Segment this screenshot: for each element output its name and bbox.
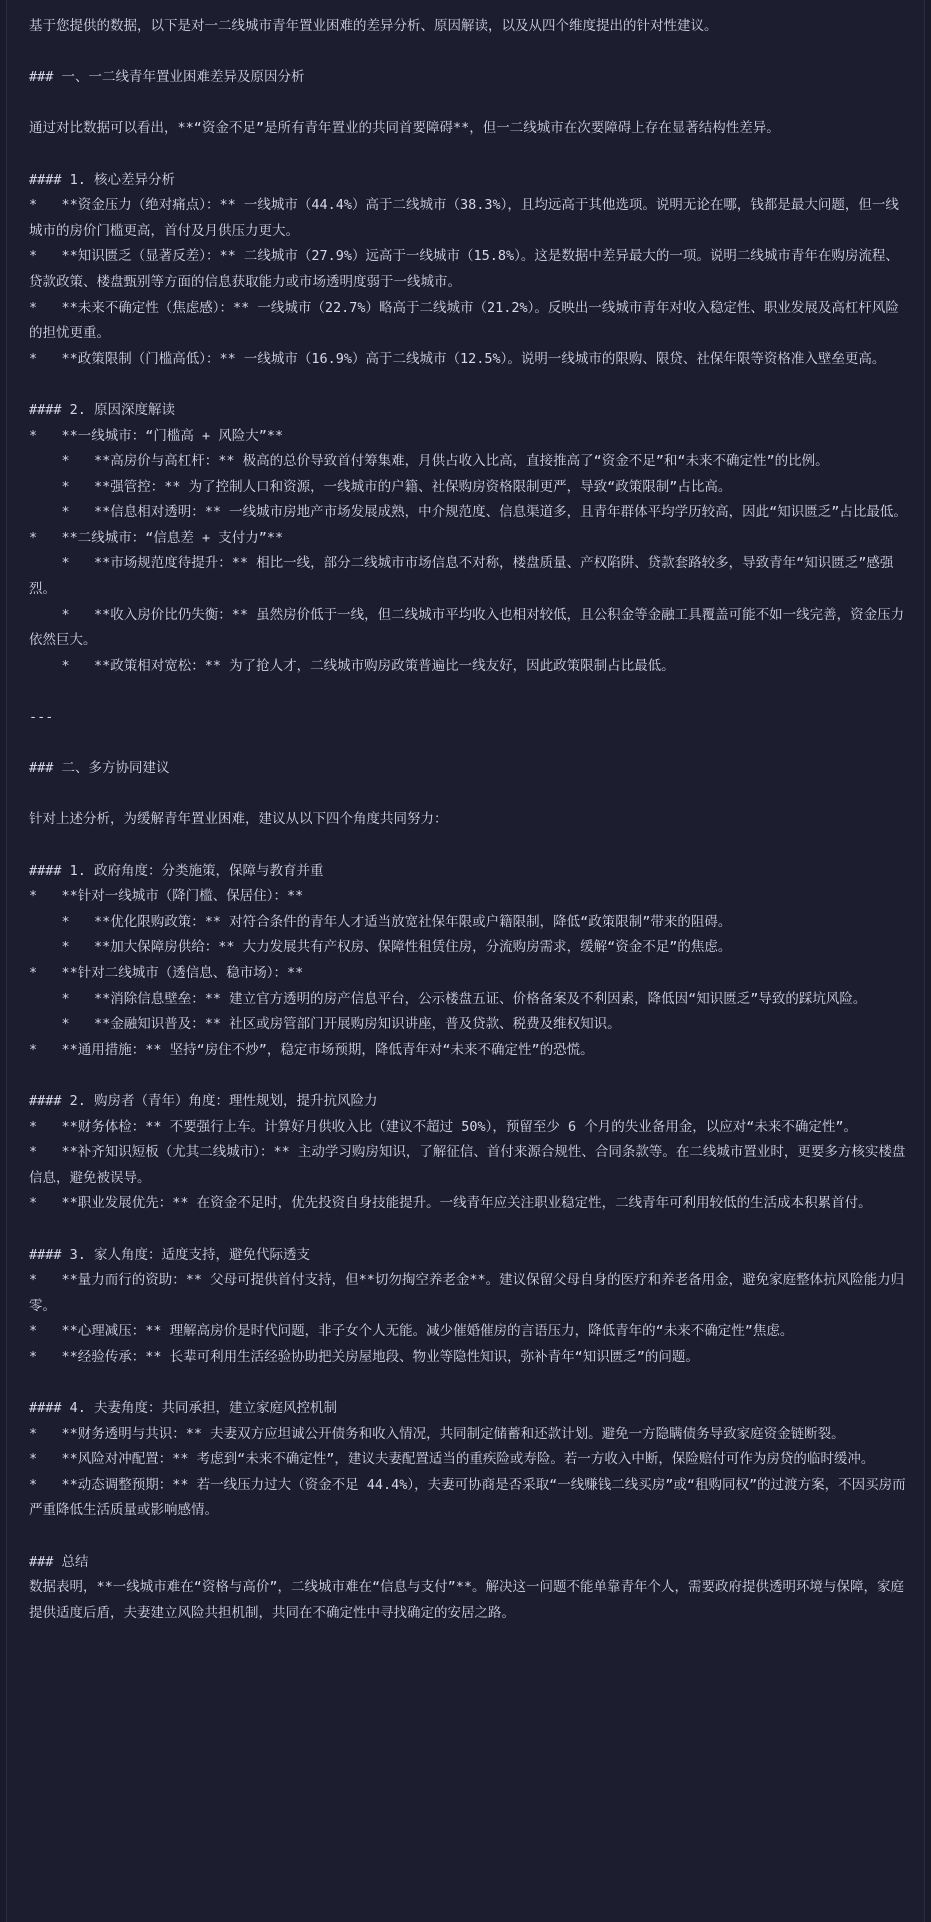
text-line: #### 2. 购房者（青年）角度：理性规划，提升抗风险力 — [29, 1092, 378, 1109]
text-line: * **职业发展优先：** 在资金不足时，优先投资自身技能提升。一线青年应关注职业稳定性，二线青年可利用较低的生活成本积累首付。 — [29, 1195, 872, 1212]
text-line — [29, 1063, 909, 1089]
response-panel — [6, 0, 925, 1922]
text-line: 数据表明，**一线城市难在“资格与高价”，二线城市难在“信息与支付”**。解决这一问题不能单靠青年个人，需要政府提供透明环境与保障，家庭提供适度后盾，夫妻建立风险共担机制，共同在不确定性中寻找确定的安居之路。 — [29, 1579, 905, 1621]
text-line: * **针对一线城市（降门槛、保居住）：** — [29, 888, 304, 905]
text-line — [29, 1217, 909, 1243]
text-line: * **动态调整预期：** 若一线压力过大（资金不足 44.4%），夫妻可协商是否采取“一线赚钱二线买房”或“租购同权”的过渡方案，不因买房而严重降低生活质量或影响感情。 — [29, 1476, 906, 1519]
text-line — [29, 782, 909, 808]
text-line: #### 1. 核心差异分析 — [29, 171, 176, 188]
response-text — [29, 14, 909, 1626]
text-line: * **风险对冲配置：** 考虑到“未来不确定性”，建议夫妻配置适当的重疾险或寿险。若一方收入中断，保险赔付可作为房贷的临时缓冲。 — [29, 1451, 875, 1468]
text-line: --- — [29, 709, 54, 726]
text-line: 通过对比数据可以看出，**“资金不足”是所有青年置业的共同首要障碍**，但一二线城市在次要障碍上存在显著结构性差异。 — [29, 120, 780, 137]
text-line — [29, 679, 909, 705]
text-line — [29, 1524, 909, 1550]
text-line: * **通用措施：** 坚持“房住不炒”，稳定市场预期，降低青年对“未来不确定性”的恐慌。 — [29, 1041, 594, 1058]
text-line: * **财务体检：** 不要强行上车。计算好月供收入比（建议不超过 50%），预留至少 6 个月的失业备用金，以应对“未来不确定性”。 — [29, 1118, 858, 1135]
text-line: 基于您提供的数据，以下是对一二线城市青年置业困难的差异分析、原因解读，以及从四个维度提出的针对性建议。 — [29, 18, 718, 34]
text-line: ### 二、多方协同建议 — [29, 760, 170, 777]
text-line: * **政策限制（门槛高低）：** 一线城市（16.9%）高于二线城市（12.5%）。说明一线城市的限购、限贷、社保年限等资格准入壁垒更高。 — [29, 350, 886, 367]
text-line: * **二线城市：“信息差 + 支付力”** — [29, 529, 284, 546]
text-line — [29, 91, 909, 117]
text-line: #### 3. 家人角度：适度支持，避免代际透支 — [29, 1246, 311, 1263]
text-line — [29, 1370, 909, 1396]
text-line: ### 一、一二线青年置业困难差异及原因分析 — [29, 69, 305, 86]
text-line: #### 2. 原因深度解读 — [29, 401, 176, 418]
text-line: * **知识匮乏（显著反差）：** 二线城市（27.9%）远高于一线城市（15.8%）。这是数据中差异最大的一项。说明二线城市青年在购房流程、贷款政策、楼盘甄别等方面的信息获取能力或市场透明度弱于一线城市。 — [29, 248, 899, 290]
text-line: ### 总结 — [29, 1553, 89, 1570]
text-line: * **未来不确定性（焦虑感）：** 一线城市（22.7%）略高于二线城市（21.2%）。反映出一线城市青年对收入稳定性、职业发展及高杠杆风险的担忧更重。 — [29, 299, 899, 342]
text-line: * **针对二线城市（透信息、稳市场）：** — [29, 964, 304, 981]
text-line: * **经验传承：** 长辈可利用生活经验协助把关房屋地段、物业等隐性知识，弥补青年“知识匮乏”的问题。 — [29, 1348, 699, 1365]
text-line: * **高房价与高杠杆：** 极高的总价导致首付筹集难，月供占收入比高，直接推高了“资金不足”和“未来不确定性”的比例。 — [29, 453, 829, 470]
text-line: * **消除信息壁垒：** 建立官方透明的房产信息平台，公示楼盘五证、价格备案及不利因素，降低因“知识匮乏”导致的踩坑风险。 — [29, 990, 867, 1007]
text-line: * **加大保障房供给：** 大力发展共有产权房、保障性租赁住房，分流购房需求，缓解“资金不足”的焦虑。 — [29, 939, 732, 956]
text-line: * **强管控：** 为了控制人口和资源，一线城市的户籍、社保购房资格限制更严，导致“政策限制”占比高。 — [29, 478, 732, 495]
text-line: * **心理减压：** 理解高房价是时代问题，非子女个人无能。减少催婚催房的言语压力，降低青年的“未来不确定性”焦虑。 — [29, 1323, 794, 1340]
text-line: * **财务透明与共识：** 夫妻双方应坦诚公开债务和收入情况，共同制定储蓄和还款计划。避免一方隐瞒债务导致家庭资金链断裂。 — [29, 1425, 845, 1442]
text-line: * **一线城市：“门槛高 + 风险大”** — [29, 427, 284, 444]
text-line — [29, 142, 909, 168]
text-line: * **政策相对宽松：** 为了抢人才，二线城市购房政策普遍比一线友好，因此政策限制占比最低。 — [29, 657, 675, 674]
text-line — [29, 40, 909, 66]
text-line — [29, 833, 909, 859]
text-line — [29, 731, 909, 757]
text-line: * **优化限购政策：** 对符合条件的青年人才适当放宽社保年限或户籍限制，降低“政策限制”带来的阻碍。 — [29, 913, 732, 930]
text-line: * **资金压力（绝对痛点）：** 一线城市（44.4%）高于二线城市（38.3%），且均远高于其他选项。说明无论在哪，钱都是最大问题，但一线城市的房价门槛更高，首付及月供压力更大。 — [29, 197, 899, 239]
text-line: * **量力而行的资助：** 父母可提供首付支持，但**切勿掏空养老金**。建议保留父母自身的医疗和养老备用金，避免家庭整体抗风险能力归零。 — [29, 1272, 905, 1314]
text-line: * **收入房价比仍失衡：** 虽然房价低于一线，但二线城市平均收入也相对较低，且公积金等金融工具覆盖可能不如一线完善，资金压力依然巨大。 — [29, 606, 905, 649]
text-line: * **市场规范度待提升：** 相比一线，部分二线城市市场信息不对称，楼盘质量、产权陷阱、贷款套路较多，导致青年“知识匮乏”感强烈。 — [29, 555, 894, 598]
text-line: * **补齐知识短板（尤其二线城市）：** 主动学习购房知识，了解征信、首付来源合规性、合同条款等。在二线城市置业时，更要多方核实楼盘信息，避免被误导。 — [29, 1144, 906, 1186]
text-line: #### 4. 夫妻角度：共同承担，建立家庭风控机制 — [29, 1400, 338, 1417]
text-line: #### 1. 政府角度：分类施策，保障与教育并重 — [29, 862, 324, 879]
text-line: * **信息相对透明：** 一线城市房地产市场发展成熟，中介规范度、信息渠道多，且青年群体平均学历较高，因此“知识匮乏”占比最低。 — [29, 504, 907, 521]
text-line — [29, 372, 909, 398]
text-line: * **金融知识普及：** 社区或房管部门开展购房知识讲座，普及贷款、税费及维权知识。 — [29, 1016, 621, 1033]
text-line: 针对上述分析，为缓解青年置业困难，建议从以下四个角度共同努力： — [29, 811, 448, 828]
